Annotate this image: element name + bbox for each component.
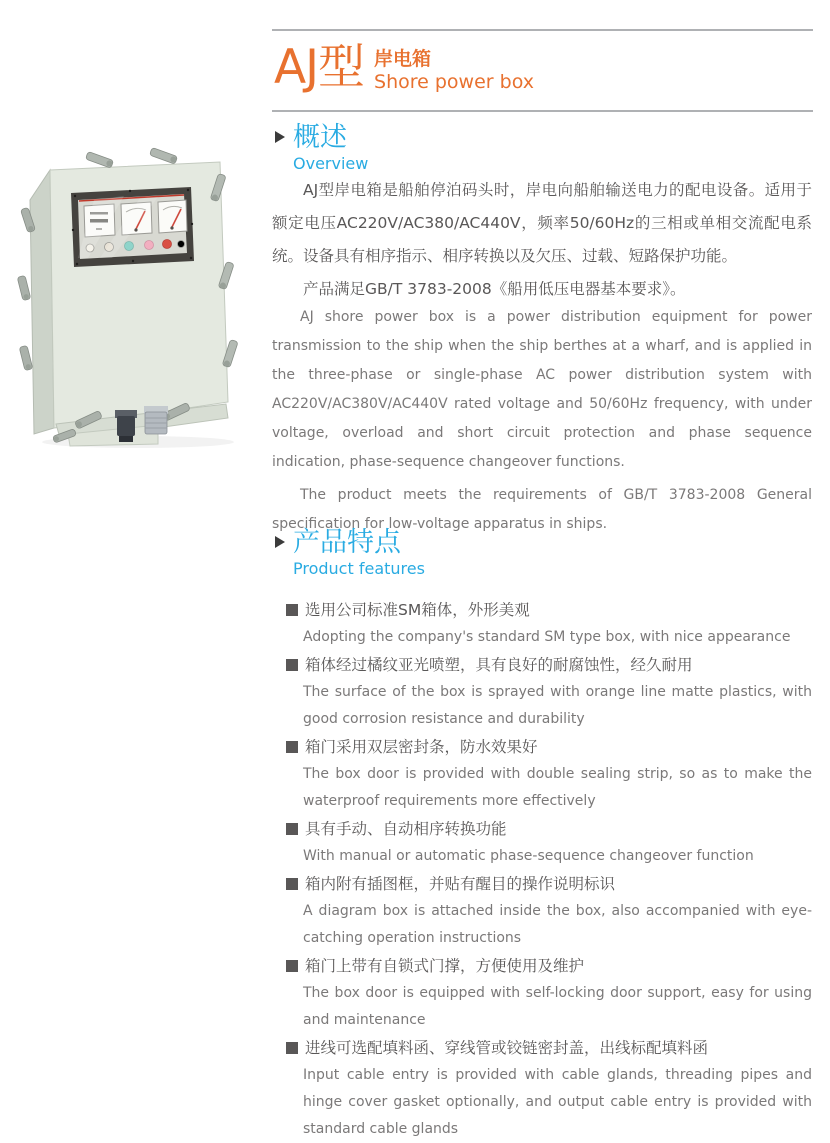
feature-title-text: 进线可选配填料函、穿线管或铰链密封盖，出线标配填料函 — [305, 1039, 709, 1057]
feature-title-text: 箱门上带有自锁式门撑，方便使用及维护 — [305, 957, 585, 975]
cable-gland-metal — [144, 406, 168, 434]
features-section-heading — [272, 527, 425, 579]
square-bullet-icon — [286, 960, 298, 972]
features-heading-cn: 产品特点 — [293, 527, 401, 558]
feature-desc-en: With manual or automatic phase-sequence changeover function — [303, 848, 754, 864]
overview-en-text — [272, 303, 812, 539]
title-divider-rule — [272, 110, 813, 112]
product-model: AJ型 — [274, 40, 365, 95]
feature-desc-en: The surface of the box is sprayed with orange line matte plastics, with good corrosion resistance and durability — [303, 684, 812, 727]
square-bullet-icon — [286, 659, 298, 671]
page-title — [274, 40, 534, 96]
features-list — [272, 596, 812, 1143]
feature-title-cn — [286, 815, 812, 843]
analog-meter-amp2 — [158, 200, 187, 233]
feature-desc-en: Input cable entry is provided with cable glands, threading pipes and hinge cover gasket optionally, and output cable entry is provided with standard cable glands — [303, 1067, 812, 1137]
feature-title-text: 具有手动、自动相序转换功能 — [305, 820, 507, 838]
feature-desc-en: A diagram box is attached inside the box, also accompanied with eye-catching operation instructions — [303, 903, 812, 946]
feature-title-cn — [286, 1034, 812, 1062]
product-name-cn: 岸电箱 — [374, 48, 432, 70]
overview-en-paragraph: AJ shore power box is a power distribution equipment for power transmission to the ship when the ship berthes at a wharf, and is applied in the three-phase or single-phase AC power distribution system with AC220V/AC380V/AC440V rated voltage and 50/60Hz frequency, with under voltage, overload and short circuit protection and phase sequence indication, phase-sequence changeover functions. — [272, 309, 812, 470]
top-rule — [272, 29, 813, 31]
feature-title-cn — [286, 733, 812, 761]
section-arrow-icon — [275, 131, 285, 143]
overview-cn-text — [272, 174, 812, 306]
overview-section-heading — [272, 122, 368, 174]
section-arrow-icon — [275, 536, 285, 548]
feature-title-text: 选用公司标准SM箱体，外形美观 — [305, 601, 530, 619]
features-heading-en: Product features — [293, 559, 425, 578]
square-bullet-icon — [286, 878, 298, 890]
feature-desc-en: Adopting the company's standard SM type box, with nice appearance — [303, 629, 791, 645]
overview-heading-en: Overview — [293, 154, 369, 173]
feature-item — [286, 733, 812, 815]
square-bullet-icon — [286, 741, 298, 753]
feature-desc-en: The box door is provided with double sealing strip, so as to make the waterproof requirements more effectively — [303, 766, 812, 809]
feature-title-text: 箱体经过橘纹亚光喷塑，具有良好的耐腐蚀性，经久耐用 — [305, 656, 693, 674]
feature-item — [286, 596, 812, 651]
feature-title-text: 箱内附有插图框，并贴有醒目的操作说明标识 — [305, 875, 616, 893]
feature-item — [286, 952, 812, 1034]
feature-item — [286, 651, 812, 733]
overview-en-paragraph: The product meets the requirements of GB/T 3783-2008 General specification for low-voltage apparatus in ships. — [272, 487, 812, 532]
feature-title-cn — [286, 952, 812, 980]
square-bullet-icon — [286, 1042, 298, 1054]
feature-title-cn — [286, 870, 812, 898]
feature-title-text: 箱门采用双层密封条，防水效果好 — [305, 738, 538, 756]
product-name-en: Shore power box — [374, 71, 534, 93]
square-bullet-icon — [286, 604, 298, 616]
feature-item — [286, 870, 812, 952]
square-bullet-icon — [286, 823, 298, 835]
feature-desc-en: The box door is equipped with self-locking door support, easy for using and maintenance — [303, 985, 812, 1028]
feature-item — [286, 815, 812, 870]
product-photo — [8, 136, 264, 454]
overview-cn-paragraph: 产品满足GB/T 3783-2008《船用低压电器基本要求》。 — [303, 280, 686, 298]
feature-title-cn — [286, 651, 812, 679]
overview-cn-paragraph: AJ型岸电箱是船舶停泊码头时，岸电向船舶输送电力的配电设备。适用于额定电压AC220V/AC380/AC440V，频率50/60Hz的三相或单相交流配电系统。设备具有相序指示、相序转换以及欠压、过载、短路保护功能。 — [272, 181, 812, 265]
feature-item — [286, 1034, 812, 1143]
overview-heading-cn: 概述 — [293, 122, 347, 153]
feature-title-cn — [286, 596, 812, 624]
